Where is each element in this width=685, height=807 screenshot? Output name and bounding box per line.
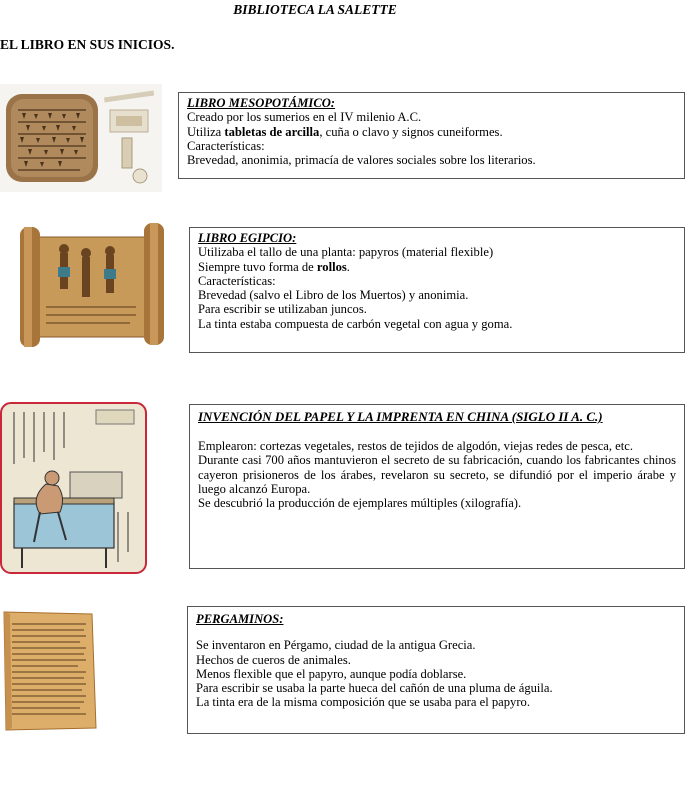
china-para1: Emplearon: cortezas vegetales, restos de tejidos de algodón, viejas redes de pesca, etc.	[198, 439, 634, 453]
mesopotamian-line1: Creado por los sumerios en el IV milenio A.C.	[187, 110, 422, 125]
egyptian-title: LIBRO EGIPCIO:	[198, 231, 297, 245]
mesopotamian-box	[178, 92, 685, 179]
parchment-line4: Para escribir se usaba la parte hueca del cañón de una pluma de águila.	[196, 681, 553, 696]
china-para2: Durante casi 700 años mantuvieron el secreto de su fabricación, cuando los fabricantes chinos cayeron prisioneros de los árabes, revelaron su secreto, se difundió por el imperio árabe y luego alcanzó Europa.	[198, 453, 676, 496]
egyptian-line6: La tinta estaba compuesta de carbón vegetal con agua y goma.	[198, 316, 513, 331]
egyptian-line2: Siempre tuvo forma de rollos.	[198, 259, 350, 274]
parchment-line2: Hechos de cueros de animales.	[196, 652, 351, 667]
papyrus-scroll-image	[20, 223, 165, 351]
china-title: INVENCIÓN DEL PAPEL Y LA IMPRENTA EN CHINA (SIGLO II A. C.)	[198, 409, 603, 424]
parchment-image	[0, 610, 98, 732]
parchment-line5: La tinta era de la misma composición que se usaba para el papyro.	[196, 695, 530, 710]
clay-tablet-image	[0, 84, 162, 192]
parchment-title: PERGAMINOS:	[196, 612, 284, 626]
parchment-line1: Se inventaron en Pérgamo, ciudad de la antigua Grecia.	[196, 638, 476, 653]
china-box	[189, 404, 685, 569]
egyptian-line4: Brevedad (salvo el Libro de los Muertos) y anonimia.	[198, 288, 469, 303]
parchment-line3: Menos flexible que el papyro, aunque podía doblarse.	[196, 666, 467, 681]
mesopotamian-line4: Brevedad, anonimia, primacía de valores sociales sobre los literarios.	[187, 153, 536, 168]
section-heading: EL LIBRO EN SUS INICIOS.	[0, 37, 175, 52]
document-title: BIBLIOTECA LA SALETTE	[233, 2, 397, 17]
egyptian-box	[189, 227, 685, 353]
egyptian-line3: Características:	[198, 273, 276, 288]
egyptian-line1: Utilizaba el tallo de una planta: papyros (material flexible)	[198, 245, 494, 260]
mesopotamian-line2: Utiliza tabletas de arcilla, cuña o clavo y signos cuneiformes.	[187, 124, 503, 139]
egyptian-line5: Para escribir se utilizaban juncos.	[198, 302, 367, 317]
mesopotamian-title: LIBRO MESOPOTÁMICO:	[187, 96, 336, 110]
chinese-papermaking-image	[0, 402, 147, 574]
china-para3: Se descubrió la producción de ejemplares múltiples (xilografía).	[198, 496, 522, 511]
mesopotamian-line3: Características:	[187, 138, 265, 153]
parchment-box	[187, 606, 685, 734]
